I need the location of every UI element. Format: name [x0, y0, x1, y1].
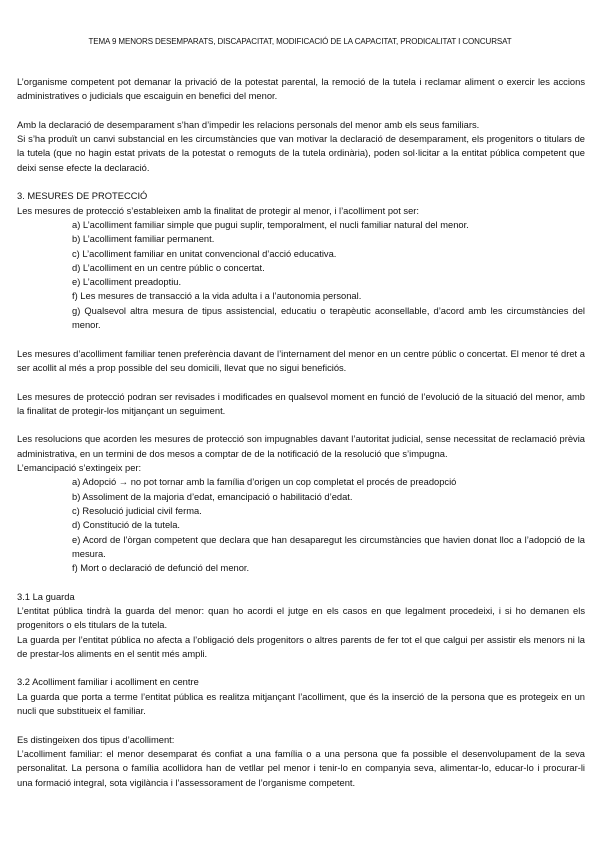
list-item: f) Mort o declaració de defunció del menor. [72, 563, 250, 574]
section-3-1-title: 3.1 La guarda [17, 591, 75, 602]
list-item: d) Constitució de la tutela. [72, 520, 181, 531]
list-item: a) Adopció → no pot tornar amb la família d’origen un cop completat el procés de preadopció [72, 477, 457, 488]
paragraph-emancipacio: L’emancipació s’extingeix per: [17, 463, 142, 474]
paragraph-relacions: Amb la declaració de desemparament s’han d’impedir les relacions personals del menor amb els seus familiars. [17, 119, 480, 130]
paragraph-guarda-1: L’entitat pública tindrà la guarda del menor: quan ho acordi el jutge en els casos en que legalment procedeixi, i si ho demanen els progenitors o els titulars de la tutela. [17, 605, 585, 631]
paragraph-guarda-2: La guarda per l’entitat pública no afecta a l’obligació dels progenitors o altres parents de fer tot el que calgui per assistir els menors ni la de prestar-los aliments en el sentit més ampli. [17, 634, 585, 659]
measures-list [72, 218, 585, 332]
paragraph-acolliment-familiar: L’acolliment familiar: el menor desemparat és confiat a una família o a una persona que fa possible el desenvolupament de la seva personalitat. La persona o família acollidora han de vetllar pel menor i tenir-lo en companyia seva, alimentar-lo, educar-lo i procurar-li una formació integral, sota vigilància i l’assessorament de l’organisme competent. [17, 748, 585, 788]
paragraph-revisio: Les mesures de protecció podran ser revisades i modificades en qualsevol moment en funció de l’evolució de la situació del menor, amb la finalitat de protegir-los mitjançant un seguiment. [17, 391, 585, 416]
list-item: f) Les mesures de transacció a la vida adulta i a l’autonomia personal. [72, 291, 362, 302]
list-item: g) Qualsevol altra mesura de tipus assistencial, educatiu o terapèutic aconsellable, d’acord amb les circumstàncies del menor. [72, 305, 585, 331]
list-item: e) Acord de l’òrgan competent que declara que han desaparegut les circumstàncies que havien donat lloc a l’adopció de la mesura. [72, 534, 585, 559]
section-3-2-title: 3.2 Acolliment familiar i acolliment en centre [17, 677, 199, 688]
paragraph-tipus: Es distingeixen dos tipus d’acolliment: [17, 734, 175, 745]
paragraph-resolucions: Les resolucions que acorden les mesures de protecció son impugnables davant l’autoritat judicial, sense necessitat de reclamació prèvia administrativa, en un termini de dos mesos a comptar de de la notificació de la resolució que s’impugna. [17, 434, 585, 459]
list-item: b) Assoliment de la majoria d’edat, emancipació o habilitació d’edat. [72, 491, 353, 502]
list-item: c) Resolució judicial civil ferma. [72, 505, 202, 516]
paragraph-preferencia: Les mesures d’acolliment familiar tenen preferència davant de l’internament del menor en un centre públic o concertat. El menor té dret a ser acollit al més a prop possible del seu domicili, llevat que no sigui beneficiós. [17, 348, 585, 373]
paragraph-privacio: L’organisme competent pot demanar la privació de la potestat parental, la remoció de la tutela i reclamar aliment o exercir les accions administratives o judicials que escaiguin en benefici del menor. [17, 77, 585, 102]
list-item: b) L’acolliment familiar permanent. [72, 234, 215, 245]
section-3-title: 3. MESURES DE PROTECCIÓ [17, 191, 148, 202]
document-body [17, 75, 585, 804]
list-item: c) L’acolliment familiar en unitat convencional d’acció educativa. [72, 248, 337, 259]
emancipation-list [72, 475, 585, 575]
paragraph-acolliment-1: La guarda que porta a terme l’entitat pública es realitza mitjançant l’acolliment, que és la inserció de la persona que es protegeix en un nucli que substitueix el familiar. [17, 691, 585, 717]
list-item: d) L’acolliment en un centre públic o concertat. [72, 262, 265, 273]
page-header: TEMA 9 MENORS DESEMPARATS, DISCAPACITAT, MODIFICACIÓ DE LA CAPACITAT, PRODICALITAT I CONCURSAT [88, 37, 512, 46]
list-item: a) L’acolliment familiar simple que pugui suplir, temporalment, el nucli familiar natural del menor. [72, 219, 469, 230]
list-item: e) L’acolliment preadoptiu. [72, 277, 182, 288]
paragraph-canvi-substancial: Si s’ha produït un canvi substancial en les circumstàncies que van motivar la declaració de desemparament, els progenitors o titulars de la tutela (que no hagin estat privats de la potestat o remoguts de la tutela ordinària), poden sol·licitar a la entitat pública competent que deixi sense efecte la declaració. [17, 134, 585, 173]
section-3-intro: Les mesures de protecció s’estableixen amb la finalitat de protegir al menor, i l’acolliment pot ser: [17, 205, 419, 216]
